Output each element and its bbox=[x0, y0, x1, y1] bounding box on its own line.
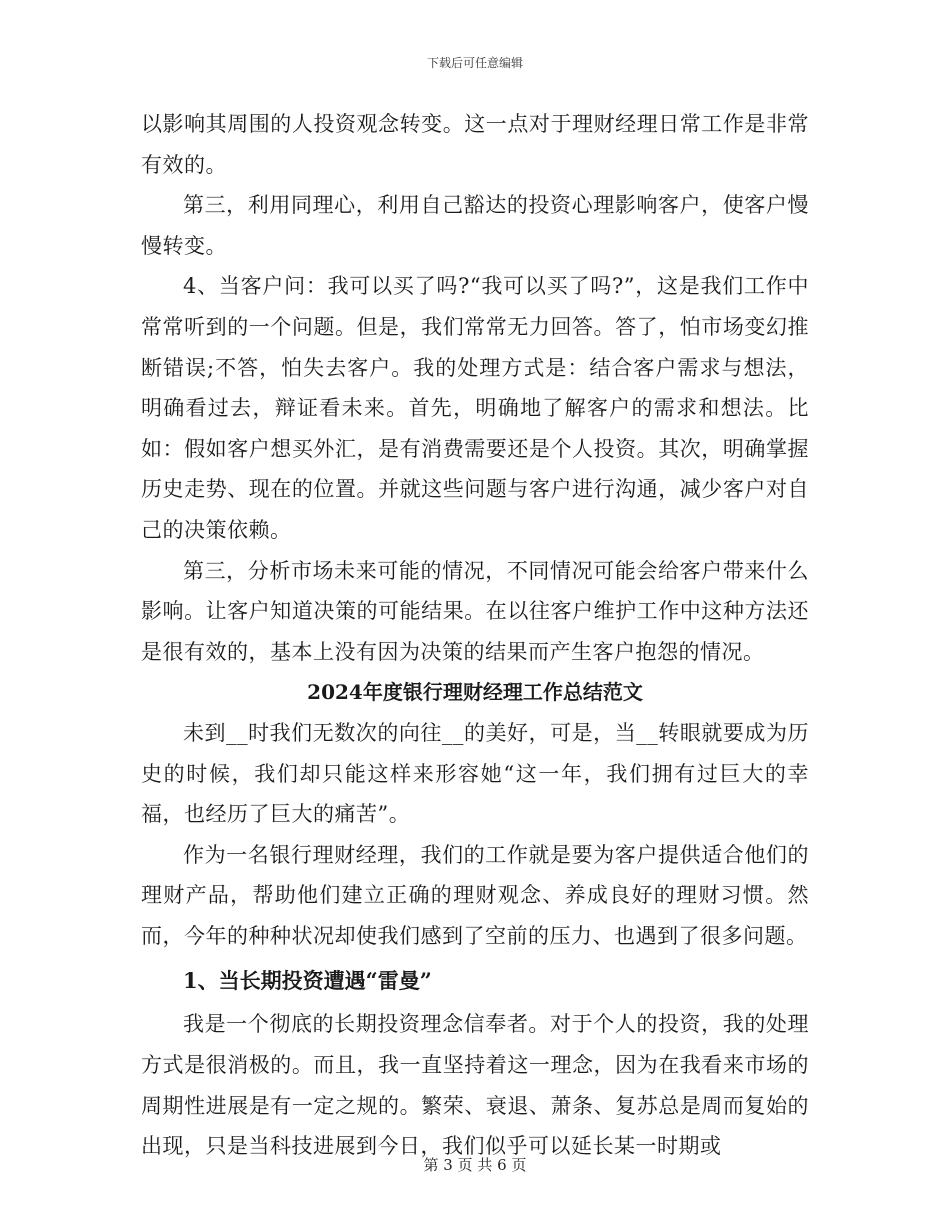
paragraph-5: 未到__时我们无数次的向往__的美好，可是，当__转眼就要成为历史的时候，我们却只能这样来形容她“这一年，我们拥有过巨大的幸福，也经历了巨大的痛苦”。 bbox=[141, 720, 809, 827]
document-body bbox=[141, 104, 809, 1167]
paragraph-4: 第三，分析市场未来可能的情况，不同情况可能会给客户带来什么影响。让客户知道决策的可能结果。在以往客户维护工作中这种方法还是很有效的，基本上没有因为决策的结果而产生客户抱怨的情况。 bbox=[141, 558, 809, 664]
paragraph-1: 以影响其周围的人投资观念转变。这一点对于理财经理日常工作是非常有效的。 bbox=[141, 112, 809, 177]
paragraph-7: 我是一个彻底的长期投资理念信奉者。对于个人的投资，我的处理方式是很消极的。而且，我一直坚持着这一理念，因为在我看来市场的周期性进展是有一定之规的。繁荣、衰退、萧条、复苏总是周而复始的出现，只是当科技进展到今日，我们似乎可以延长某一时期或 bbox=[141, 1012, 809, 1159]
section-title: 2024年度银行理财经理工作总结范文 bbox=[307, 680, 643, 705]
page-header: 下载后可任意编辑 bbox=[426, 56, 523, 70]
page-footer: 第 3 页 共 6 页 bbox=[423, 1156, 527, 1174]
paragraph-3: 4、当客户问：我可以买了吗?“我可以买了吗?”，这是我们工作中常常听到的一个问题。但是，我们常常无力回答。答了，怕市场变幻推断错误;不答，怕失去客户。我的处理方式是：结合客户需求与想法，明确看过去，辩证看未来。首先，明确地了解客户的需求和想法。比如：假如客户想买外汇，是有消费需要还是个人投资。其次，明确掌握历史走势、现在的位置。并就这些问题与客户进行沟通，减少客户对自己的决策依赖。 bbox=[141, 274, 809, 542]
subheading: 1、当长期投资遭遇“雷曼” bbox=[183, 968, 432, 994]
paragraph-6: 作为一名银行理财经理，我们的工作就是要为客户提供适合他们的理财产品，帮助他们建立正确的理财观念、养成良好的理财习惯。然而，今年的种种状况却使我们感到了空前的压力、也遇到了很多问题。 bbox=[141, 842, 809, 948]
paragraph-2: 第三，利用同理心，利用自己豁达的投资心理影响客户，使客户慢慢转变。 bbox=[141, 193, 809, 258]
